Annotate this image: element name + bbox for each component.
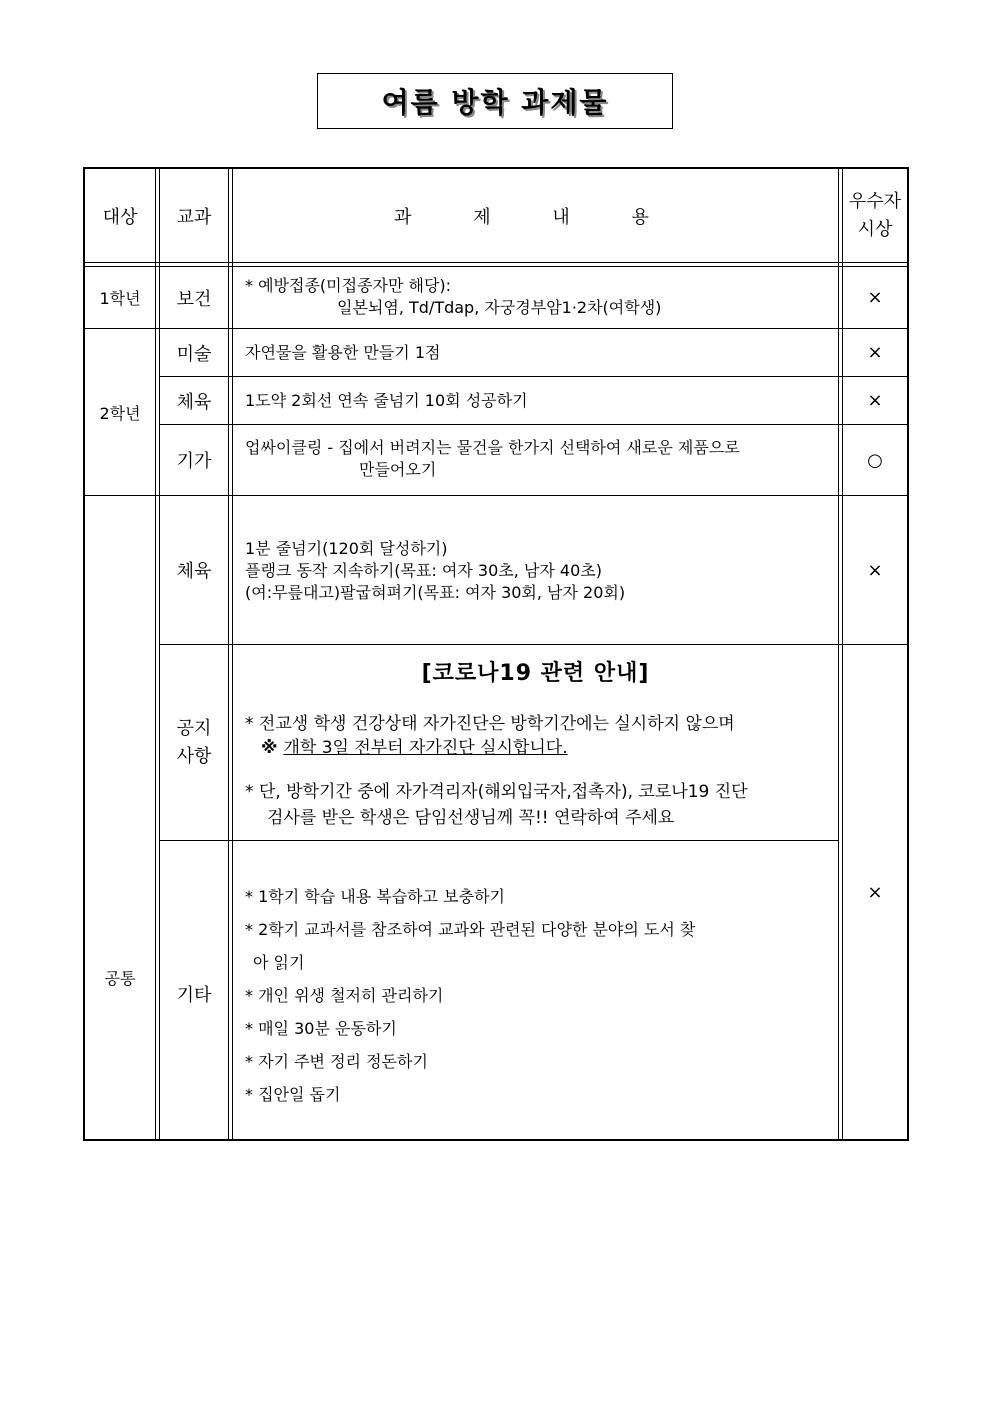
grade1-award: ×: [867, 287, 883, 308]
row-divider: [159, 424, 907, 425]
common-pe-subject: 체육: [176, 561, 212, 582]
grade1-subject: 보건: [176, 288, 212, 310]
common-pe-line: 플랭크 동작 지속하기(목표: 여자 30초, 남자 40초): [245, 561, 602, 580]
etc-line: * 1학기 학습 내용 복습하고 보충하기: [245, 887, 505, 906]
common-pe-line: 1분 줄넘기(120회 달성하기): [245, 539, 448, 558]
etc-line: * 개인 위생 철저히 관리하기: [245, 986, 444, 1005]
row-divider: [159, 840, 839, 841]
grade1-line2: 일본뇌염, Td/Tdap, 자궁경부암1·2차(여학생): [337, 298, 662, 317]
row-divider: [85, 262, 907, 263]
grade2-tech-line1: 업싸이클링 - 집에서 버려지는 물건을 한가지 선택하여 새로운 제품으로: [245, 438, 740, 457]
notice-p1-line1: * 전교생 학생 건강상태 자가진단은 방학기간에는 실시하지 않으며: [245, 714, 735, 734]
notice-p1-line2-wrap: [245, 736, 840, 760]
header-content: 과 제 내 용: [394, 206, 677, 228]
notice-subject-line2: 사항: [176, 745, 212, 767]
col-divider: [228, 169, 229, 1139]
header-subject: 교과: [176, 206, 212, 228]
grade2-content-tech: [245, 437, 840, 481]
etc-award: ×: [867, 881, 883, 903]
grade2-subject-pe: 체육: [176, 391, 212, 413]
assignment-table: [83, 167, 909, 1141]
notice-subject: [160, 645, 228, 840]
header-award-line1: 우수자: [848, 190, 902, 212]
etc-content: [245, 880, 835, 1111]
row-divider: [159, 376, 907, 377]
common-pe-award: ×: [867, 559, 883, 581]
grade2-award-art: ×: [867, 342, 883, 363]
etc-line: * 집안일 돕기: [245, 1085, 341, 1104]
col-divider: [838, 169, 839, 1139]
etc-line: 아 읽기: [253, 953, 305, 972]
page-title: 여름 방학 과제물: [381, 86, 609, 119]
notice-p2: [245, 779, 840, 831]
etc-line: * 2학기 교과서를 참조하여 교과와 관련된 다양한 분야의 도서 찾: [245, 920, 696, 939]
header-target: 대상: [102, 206, 138, 228]
title-box: [317, 73, 673, 129]
common-pe-line: (여:무릎대고)팔굽혀펴기(목표: 여자 30회, 남자 20회): [245, 583, 626, 602]
notice-p1: [245, 712, 840, 760]
row-divider: [159, 644, 907, 645]
grade1-content: [245, 275, 835, 319]
notice-p2-line1: * 단, 방학기간 중에 자가격리자(해외입국자,접촉자), 코로나19 진단: [245, 782, 748, 802]
common-target: 공통: [104, 969, 136, 988]
notice-p1-line2: 개학 3일 전부터 자가진단 실시합니다.: [283, 738, 568, 758]
grade2-subject-tech: 기가: [176, 451, 212, 472]
notice-reference-mark: ※: [261, 738, 284, 758]
grade2-target: 2학년: [99, 403, 141, 423]
col-divider: [155, 169, 156, 1139]
grade2-award-pe: ×: [867, 390, 883, 411]
grade2-tech-line2: 만들어오기: [359, 460, 437, 479]
etc-line: * 자기 주변 정리 정돈하기: [245, 1052, 428, 1071]
grade2-subject-art: 미술: [176, 343, 212, 365]
col-divider: [232, 169, 233, 1139]
grade2-content-art: 자연물을 활용한 만들기 1점: [245, 343, 441, 362]
grade2-content-pe: 1도약 2회선 연속 줄넘기 10회 성공하기: [245, 391, 528, 410]
common-pe-content: [245, 538, 835, 604]
etc-line: * 매일 30분 운동하기: [245, 1019, 397, 1038]
grade2-award-tech: ○: [867, 449, 883, 471]
grade1-target: 1학년: [99, 289, 141, 308]
notice-heading-wrap: [233, 656, 838, 687]
notice-p2-line2: 검사를 받은 학생은 담임선생님께 꼭!! 연락하여 주세요: [267, 808, 675, 828]
header-award-line2: 시상: [857, 218, 893, 240]
etc-subject: 기타: [176, 985, 212, 1006]
header-award: [843, 169, 907, 262]
notice-heading: [코로나19 관련 안내]: [421, 661, 650, 686]
grade1-line1: * 예방접종(미접종자만 해당):: [245, 276, 452, 295]
notice-subject-line1: 공지: [176, 717, 212, 739]
